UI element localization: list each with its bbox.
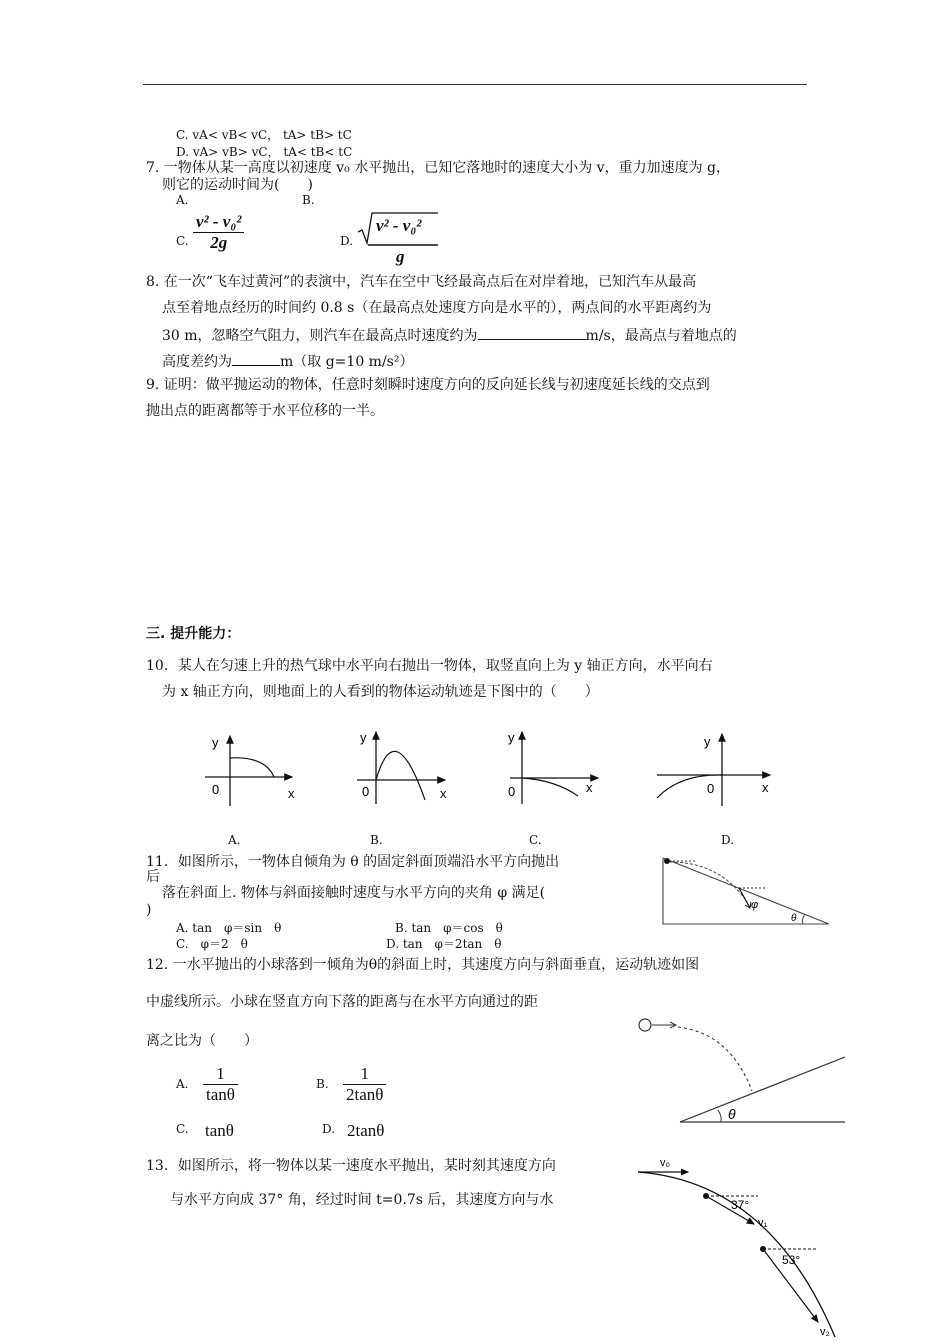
theta-label: θ	[791, 913, 797, 924]
section-title: 三. 提升能力：	[146, 626, 241, 642]
phi-label: φ	[751, 899, 759, 911]
q12-fraction-b-numerator: 1	[343, 1064, 386, 1085]
y-axis-label: y	[360, 730, 367, 745]
q12-option-a: A.	[176, 1077, 189, 1091]
q13-stem-line2: 与水平方向成 37° 角，经过时间 t=0.7s 后，其速度方向与水	[170, 1192, 554, 1208]
q12-option-c: C.	[176, 1122, 189, 1136]
q11-stem-line2: 落在斜面上. 物体与斜面接触时速度与水平方向的夹角 φ 满足(	[162, 885, 546, 901]
x-axis-label: x	[762, 780, 769, 795]
q10-label-a: A.	[228, 833, 241, 847]
q13-trajectory-figure	[630, 1152, 845, 1340]
trajectory-curve	[522, 778, 578, 796]
origin-label: 0	[212, 782, 220, 797]
q7-fraction-c-numerator: v² - v₀²	[193, 212, 244, 233]
q7-fraction-c-denominator: 2g	[210, 233, 228, 252]
y-axis-label: y	[704, 734, 711, 749]
q10-graph-a	[200, 728, 310, 808]
x-axis-label: x	[586, 780, 593, 795]
theta-label: θ	[728, 1106, 736, 1122]
q7-option-b: B.	[302, 193, 315, 207]
q8-line4-text-b: m（取 g=10 m/s²）	[280, 354, 414, 370]
q12-stem-line3: 离之比为（ ）	[146, 1033, 258, 1049]
angle2-label: 53°	[782, 1253, 801, 1267]
q13-stem-line1: 13．如图所示，将一物体以某一速度水平抛出，某时刻其速度方向	[146, 1158, 556, 1174]
origin-label: 0	[362, 784, 370, 799]
q12-stem-line1: 12. 一水平抛出的小球落到一倾角为θ的斜面上时，其速度方向与斜面垂直，运动轨迹如图	[146, 957, 700, 973]
q10-label-c: C.	[529, 833, 542, 847]
q7-option-a: A.	[176, 193, 189, 207]
x-axis-label: x	[440, 786, 447, 801]
q12-fraction-b	[343, 1064, 386, 1105]
q7-option-d: D.	[340, 234, 354, 248]
v1-label: v₁	[758, 1217, 768, 1229]
q8-stem-line1: 8. 在一次“飞车过黄河”的表演中，汽车在空中飞经最高点后在对岸着地，已知汽车从最高	[146, 274, 697, 290]
q8-stem-line4	[162, 351, 413, 371]
q12-fraction-a-denominator: tanθ	[206, 1085, 235, 1104]
q10-label-d: D.	[721, 833, 735, 847]
q10-graph-c	[500, 726, 605, 806]
q12-incline-figure	[630, 1015, 845, 1130]
q7-fraction-c	[193, 212, 244, 253]
q7-fraction-d	[356, 210, 440, 270]
q11-stem-line1: 11．如图所示，一物体自倾角为 θ 的固定斜面顶端沿水平方向抛出	[146, 854, 560, 870]
q8-line3-text-a: 30 m，忽略空气阻力，则汽车在最高点时速度约为	[162, 328, 478, 344]
q6-option-d: D. vA> vB> vC， tA< tB< tC	[176, 145, 353, 159]
q12-fraction-a	[203, 1064, 238, 1105]
q10-stem-line2: 为 x 轴正方向，则地面上的人看到的物体运动轨迹是下图中的（ ）	[162, 684, 599, 700]
angle1-label: 37°	[731, 1198, 750, 1212]
q8-blank-height[interactable]	[232, 351, 280, 366]
q9-stem-line1: 9. 证明：做平抛运动的物体，任意时刻瞬时速度方向的反向延长线与初速度延长线的交点到	[146, 377, 710, 393]
q11-option-d: D. tan φ＝2tan θ	[386, 937, 502, 951]
v0-label: v₀	[660, 1157, 671, 1169]
trajectory-curve	[230, 758, 274, 777]
q11-stem-line3: )	[146, 902, 152, 918]
q11-option-a: A. tan φ＝sin θ	[176, 921, 282, 935]
q8-blank-speed[interactable]	[478, 325, 586, 340]
q7-stem-line2: 则它的运动时间为( )	[162, 177, 313, 193]
q11-incline-figure	[655, 850, 835, 930]
q10-graph-d	[652, 728, 777, 808]
q12-option-b: B.	[316, 1077, 329, 1091]
q12-fraction-b-denominator: 2tanθ	[346, 1085, 384, 1104]
v2-label: v₂	[820, 1326, 830, 1338]
y-axis-label: y	[508, 730, 515, 745]
q9-stem-line2: 抛出点的距离都等于水平位移的一半。	[146, 403, 384, 419]
q7-stem-line1: 7. 一物体从某一高度以初速度 v₀ 水平抛出，已知它落地时的速度大小为 v，重力加速度为 g，	[146, 160, 730, 176]
q7-fraction-d-numerator: v² - v₀²	[376, 216, 422, 235]
q6-option-c: C. vA< vB< vC， tA> tB> tC	[176, 128, 352, 142]
q8-line4-text-a: 高度差约为	[162, 354, 232, 370]
q8-line3-text-b: m/s，最高点与着地点的	[585, 328, 737, 344]
q11-stem-line1b: 后	[146, 869, 160, 885]
q11-option-c: C. φ＝2 θ	[176, 937, 248, 951]
q10-label-b: B.	[370, 833, 383, 847]
header-rule	[143, 84, 807, 85]
q8-stem-line2: 点至着地点经历的时间约 0.8 s（在最高点处速度方向是水平的），两点间的水平距离约为	[162, 300, 712, 316]
q8-stem-line3	[162, 325, 737, 345]
ball-icon	[639, 1019, 651, 1031]
origin-label: 0	[508, 784, 516, 799]
q12-expr-d: 2tanθ	[347, 1121, 385, 1140]
origin-label: 0	[707, 781, 715, 796]
q12-stem-line2: 中虚线所示。小球在竖直方向下落的距离与在水平方向通过的距	[146, 994, 538, 1010]
q7-fraction-d-denominator: g	[396, 247, 405, 266]
q10-stem-line1: 10．某人在匀速上升的热气球中水平向右抛出一物体，取竖直向上为 y 轴正方向，水平向右	[146, 658, 713, 674]
y-axis-label: y	[212, 735, 219, 750]
q11-option-b: B. tan φ＝cos θ	[395, 921, 503, 935]
q12-fraction-a-numerator: 1	[203, 1064, 238, 1085]
x-axis-label: x	[288, 786, 295, 801]
q12-option-d: D.	[322, 1122, 336, 1136]
q12-expr-c: tanθ	[205, 1121, 234, 1140]
q10-graph-b	[355, 726, 455, 806]
q7-option-c: C.	[176, 234, 189, 248]
trajectory-curve	[376, 751, 425, 800]
